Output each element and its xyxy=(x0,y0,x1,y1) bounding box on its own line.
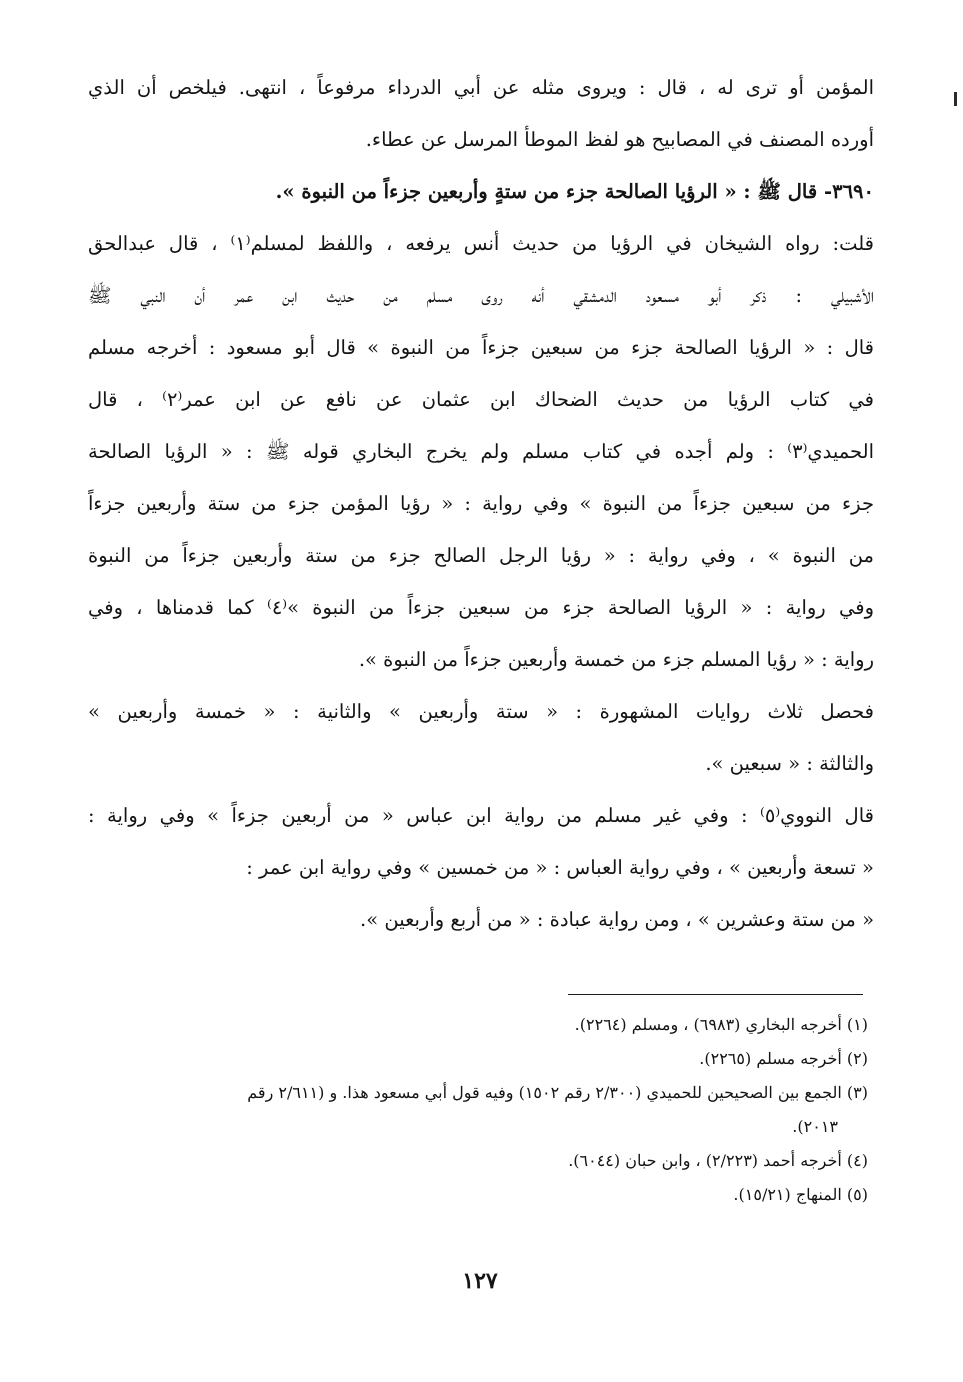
text-line: المؤمن أو ترى له ، قال : ويروى مثله عن أبي الدرداء مرفوعاً ، انتهى. فيلخص أن الذي xyxy=(88,76,874,99)
text-line: رواية : « رؤيا المسلم جزء من خمسة وأربعين جزءاً من النبوة ». xyxy=(358,648,874,671)
text-line: قلت: رواه الشيخان في الرؤيا من حديث أنس يرفعه ، واللفظ لمسلم⁽١⁾ ، قال عبدالحق xyxy=(88,232,874,255)
text-line: قال : « الرؤيا الصالحة جزء من سبعين جزءاً من النبوة » قال أبو مسعود : أخرجه مسلم xyxy=(88,336,874,359)
text-line: « تسعة وأربعين » ، وفي رواية العباس : « من خمسين » وفي رواية ابن عمر : xyxy=(246,856,874,879)
text-line: أورده المصنف في المصابيح هو لفظ الموطأ المرسل عن عطاء. xyxy=(365,128,874,151)
footnotes xyxy=(88,1008,868,1212)
footnote: (١) أخرجه البخاري (٦٩٨٣) ، ومسلم (٢٢٦٤). xyxy=(574,1015,868,1034)
text-line: وفي رواية : « الرؤيا الصالحة جزء من سبعين جزءاً من النبوة »⁽٤⁾ كما قدمناها ، وفي xyxy=(88,596,874,619)
main-text xyxy=(88,62,874,946)
footnote: (٢) أخرجه مسلم (٢٢٦٥). xyxy=(699,1049,868,1068)
footnote: (٣) الجمع بين الصحيحين للحميدي (٢/٣٠٠ رقم ١٥٠٢) وفيه قول أبي مسعود هذا. و (٢/٦١١ رقم xyxy=(247,1083,868,1102)
text-line: الحميدي⁽٣⁾ : ولم أجده في كتاب مسلم ولم يخرج البخاري قوله ﷺ : « الرؤيا الصالحة xyxy=(88,440,874,463)
text-line: قال النووي⁽٥⁾ : وفي غير مسلم من رواية ابن عباس « من أربعين جزءاً » وفي رواية : xyxy=(88,804,874,827)
text-line: من النبوة » ، وفي رواية : « رؤيا الرجل الصالح جزء من ستة وأربعين جزءاً من النبوة xyxy=(88,544,874,567)
page-number: ١٢٧ xyxy=(462,1268,498,1294)
footnote-continuation: ٢٠١٣). xyxy=(792,1117,838,1136)
footnote: (٤) أخرجه أحمد (٢/٢٢٣) ، وابن حبان (٦٠٤٤). xyxy=(568,1151,868,1170)
text-line: في كتاب الرؤيا من حديث الضحاك ابن عثمان عن نافع عن ابن عمر⁽٢⁾ ، قال xyxy=(88,388,874,411)
footnote-separator xyxy=(568,994,863,995)
footnote: (٥) المنهاج (١٥/٢١). xyxy=(733,1185,868,1204)
text-line: « من ستة وعشرين » ، ومن رواية عبادة : « من أربع وأربعين ». xyxy=(360,908,874,931)
hadith-heading: ٣٦٩٠- قال ﷺ : « الرؤيا الصالحة جزء من ستةٍ وأربعين جزءاً من النبوة ». xyxy=(275,180,874,203)
text-line: الأشبيلي : ذكر أبو مسعود الدمشقي أنه روى مسلم من حديث ابن عمر أن النبي ﷺ xyxy=(88,284,874,307)
text-line: فحصل ثلاث روايات المشهورة : « ستة وأربعين » والثانية : « خمسة وأربعين » xyxy=(88,700,874,723)
text-line: والثالثة : « سبعين ». xyxy=(705,752,874,775)
margin-mark xyxy=(954,92,957,106)
text-line: جزء من سبعين جزءاً من النبوة » وفي رواية : « رؤيا المؤمن جزء من ستة وأربعين جزءاً xyxy=(88,492,874,515)
